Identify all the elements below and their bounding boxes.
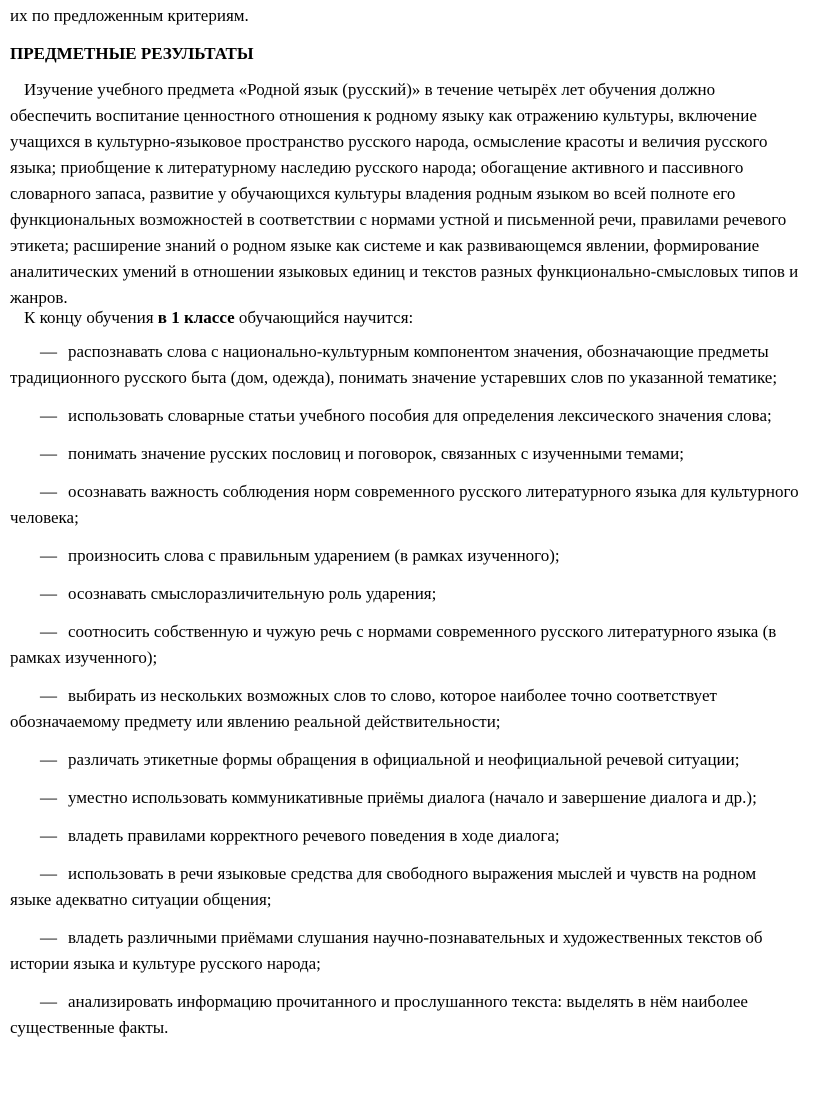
list-item xyxy=(10,861,800,913)
list-intro-before: К концу обучения xyxy=(24,308,158,327)
dash-marker: — xyxy=(40,622,57,641)
dash-marker: — xyxy=(40,406,57,425)
dash-marker: — xyxy=(40,750,57,769)
list-item-text: распознавать слова с национально-культурным компонентом значения, обозначающие предметы традиционного русского быта (дом, одежда), понимать значение устаревших слов по указанной тематике; xyxy=(10,342,778,387)
dash-marker: — xyxy=(40,482,57,501)
learning-outcomes-list xyxy=(10,339,800,1053)
dash-marker: — xyxy=(40,686,57,705)
dash-marker: — xyxy=(40,928,57,947)
list-item-text: владеть различными приёмами слушания научно-познавательных и художественных текстов об истории языка и культуре русского народа; xyxy=(10,928,763,973)
list-item xyxy=(10,989,800,1041)
list-item xyxy=(10,581,800,607)
dash-marker: — xyxy=(40,444,57,463)
list-item xyxy=(10,823,800,849)
list-item-text: понимать значение русских пословиц и поговорок, связанных с изученными темами; xyxy=(68,444,685,463)
list-intro-grade: в 1 классе xyxy=(157,308,235,327)
list-item xyxy=(10,785,800,811)
dash-marker: — xyxy=(40,826,57,845)
list-item xyxy=(10,925,800,977)
body-paragraph: Изучение учебного предмета «Родной язык (русский)» в течение четырёх лет обучения должно обеспечить воспитание ценностного отношения к родному языку как отражению культуры, включение учащихся в культурно-языковое пространство русского народа, осмысление красоты и величия русского языка; приобщение к литературному наследию русского народа; обогащение активного и пассивного словарного запаса, развитие у обучающихся культуры владения родным языком во всей полноте его функциональных возможностей в соответствии с нормами устной и письменной речи, правилами речевого этикета; расширение знаний о родном языке как системе и как развивающемся явлении, формирование аналитических умений в отношении языковых единиц и текстов разных функционально-смысловых типов и жанров. xyxy=(10,80,799,307)
list-item-text: уместно использовать коммуникативные приёмы диалога (начало и завершение диалога и др.); xyxy=(68,788,757,807)
list-item xyxy=(10,747,800,773)
list-item-text: использовать в речи языковые средства для свободного выражения мыслей и чувств на родном языке адекватно ситуации общения; xyxy=(10,864,757,909)
list-item-text: анализировать информацию прочитанного и прослушанного текста: выделять в нём наиболее существенные факты. xyxy=(10,992,748,1037)
dash-marker: — xyxy=(40,992,57,1011)
list-item-text: произносить слова с правильным ударением (в рамках изученного); xyxy=(68,546,560,565)
list-item-text: выбирать из нескольких возможных слов то слово, которое наиболее точно соответствует обозначаемому предмету или явлению реальной действительности; xyxy=(10,686,717,731)
list-item-text: владеть правилами корректного речевого поведения в ходе диалога; xyxy=(68,826,560,845)
list-intro-after: обучающийся научится: xyxy=(234,308,414,327)
list-item-text: осознавать важность соблюдения норм современного русского литературного языка для культурного человека; xyxy=(10,482,799,527)
list-item xyxy=(10,339,800,391)
dash-marker: — xyxy=(40,864,57,883)
dash-marker: — xyxy=(40,342,57,361)
section-heading: ПРЕДМЕТНЫЕ РЕЗУЛЬТАТЫ xyxy=(10,44,254,63)
dash-marker: — xyxy=(40,788,57,807)
list-item xyxy=(10,683,800,735)
list-item-text: различать этикетные формы обращения в официальной и неофициальной речевой ситуации; xyxy=(68,750,740,769)
list-item xyxy=(10,441,800,467)
list-item xyxy=(10,619,800,671)
list-item xyxy=(10,403,800,429)
list-item-text: соотносить собственную и чужую речь с нормами современного русского литературного языка (в рамках изученного); xyxy=(10,622,777,667)
list-item xyxy=(10,479,800,531)
list-item xyxy=(10,543,800,569)
list-intro xyxy=(24,305,413,331)
dash-marker: — xyxy=(40,546,57,565)
previous-text-line: их по предложенным критериям. xyxy=(10,6,249,25)
dash-marker: — xyxy=(40,584,57,603)
list-item-text: осознавать смыслоразличительную роль ударения; xyxy=(68,584,437,603)
list-item-text: использовать словарные статьи учебного пособия для определения лексического значения слова; xyxy=(68,406,772,425)
